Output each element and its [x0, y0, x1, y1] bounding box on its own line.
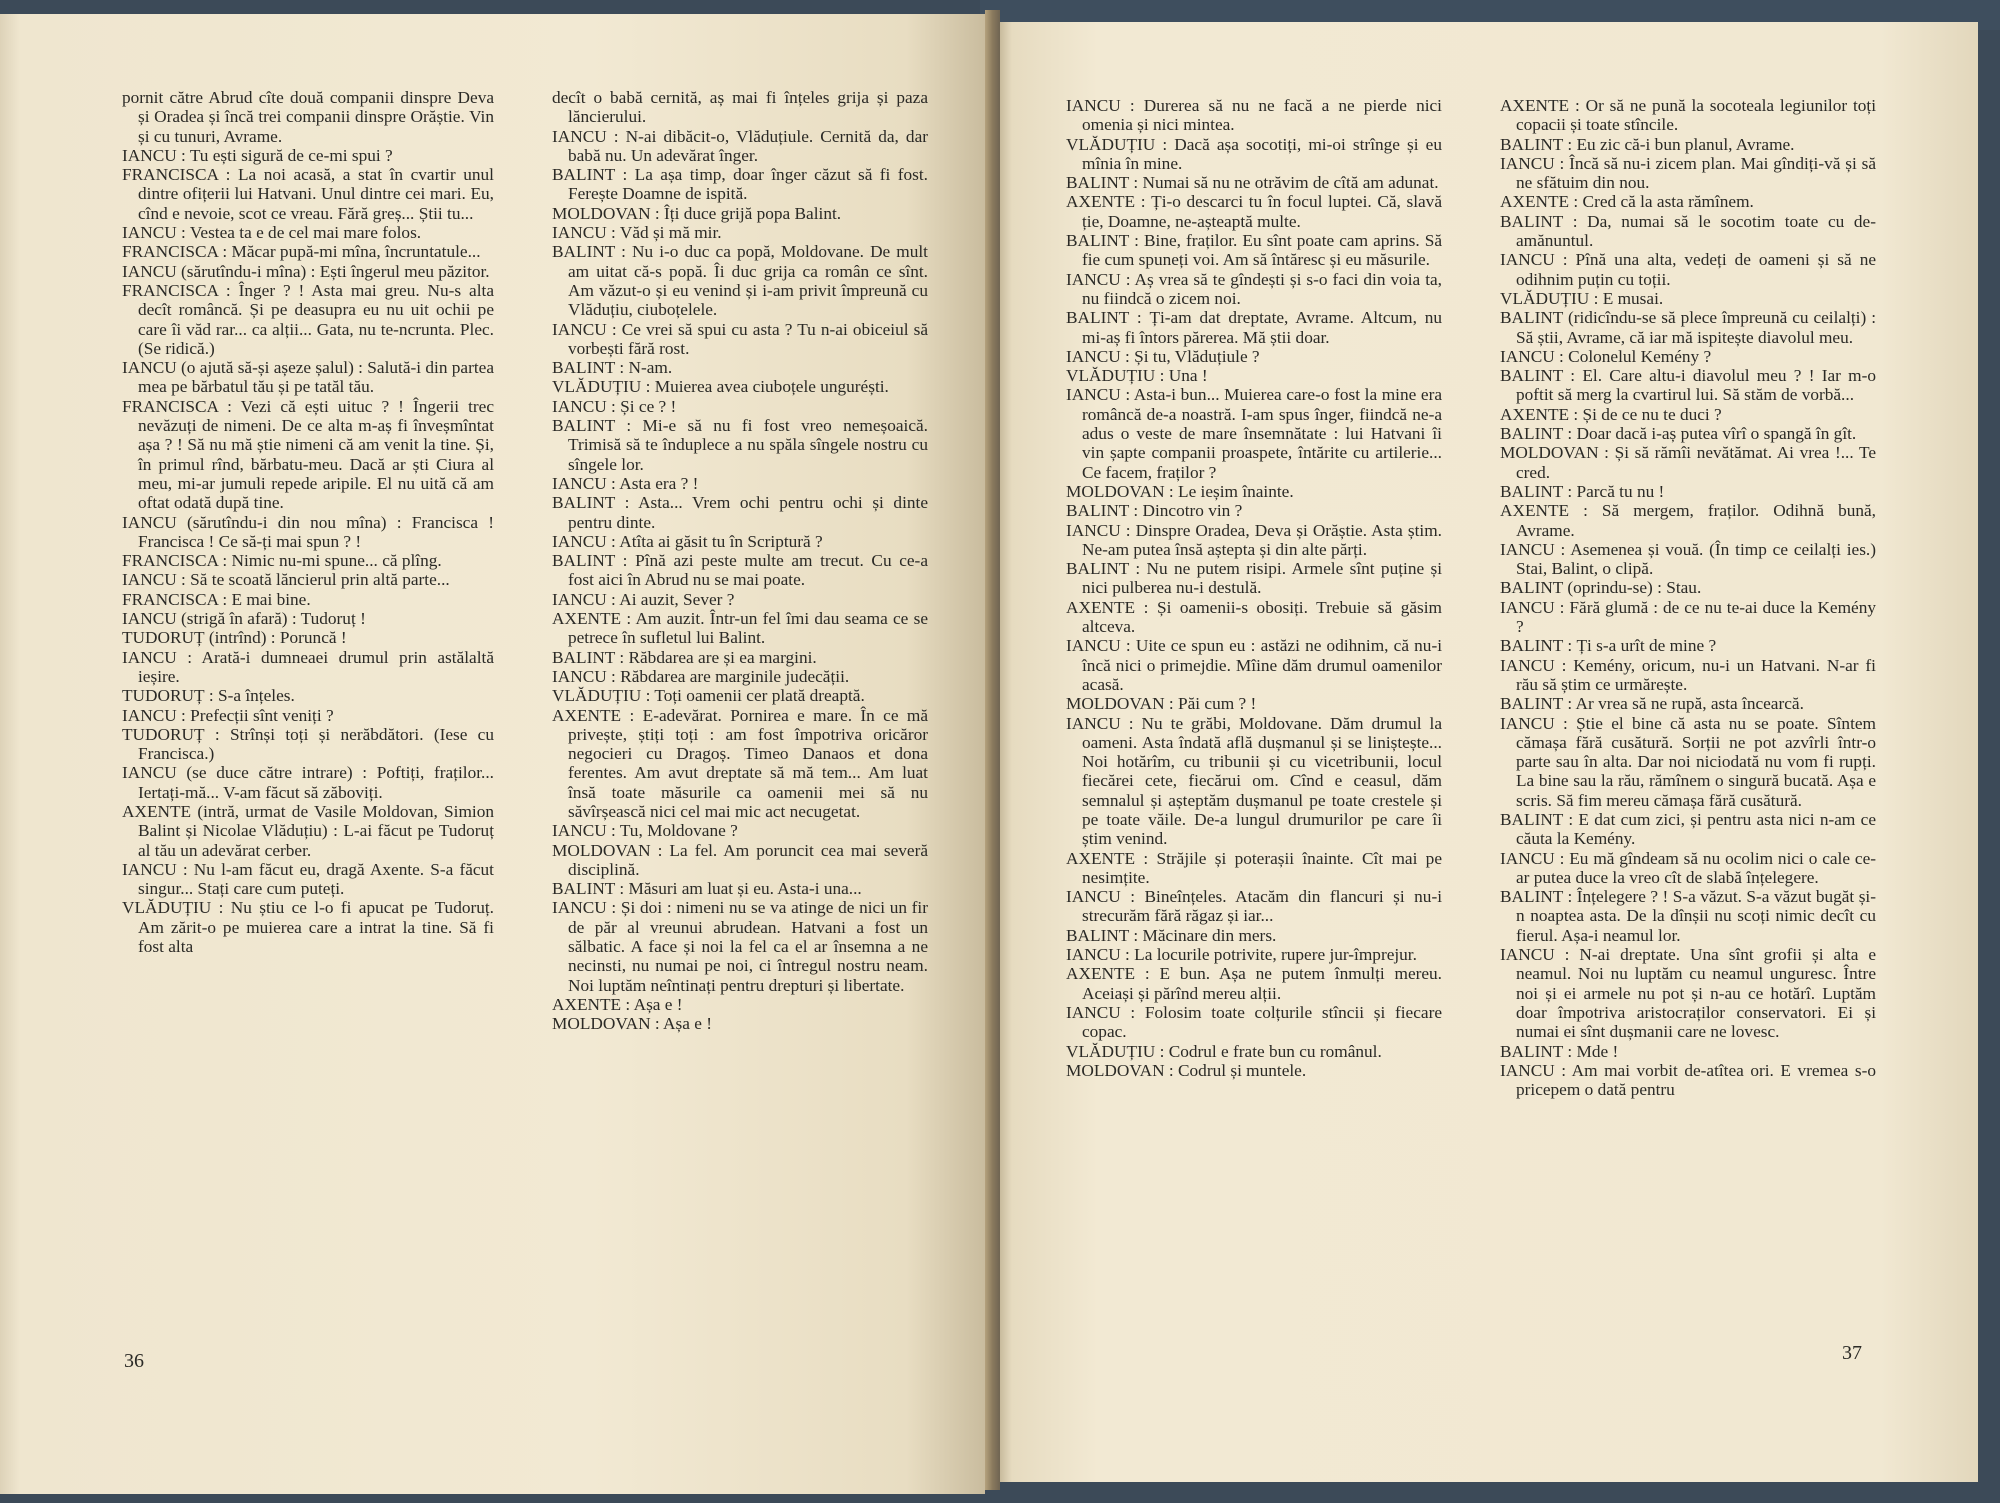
dialogue-line: IANCU : Ce vrei să spui cu asta ? Tu n-ai obiceiul să vorbești fără rost. — [552, 319, 928, 358]
dialogue-line: IANCU (sărutîndu-i din nou mîna) : Francisca ! Francisca ! Ce să-ți mai spun ? ! — [122, 512, 494, 551]
dialogue-line: BALINT : Măsuri am luat și eu. Asta-i una... — [552, 879, 862, 899]
dialogue-line: pornit către Abrud cîte două companii dinspre Deva și Oradea și încă trei companii dinspre Orăștie. Vin și cu tunuri, Avrame. — [122, 88, 494, 146]
dialogue-line: AXENTE (intră, urmat de Vasile Moldovan, Simion Balint și Nicolae Vlăduțiu) : L-ai făcut pe Tudoruț al tău un adevărat cerber. — [122, 801, 494, 860]
dialogue-line: TUDORUȚ : S-a înțeles. — [122, 686, 295, 706]
dialogue-line: BALINT : Mi-e să nu fi fost vreo nemeșoaică. Trimisă să te înduplece a nu spăla sîngele nostru cu sîngele lor. — [552, 416, 928, 474]
dialogue-line: MOLDOVAN : Le ieșim înainte. — [1066, 481, 1294, 501]
dialogue-line: IANCU : Văd și mă mir. — [552, 223, 722, 243]
dialogue-line: IANCU : Durerea să nu ne facă a ne pierde nici omenia și nici mintea. — [1066, 96, 1442, 135]
dialogue-line: IANCU : Tu, Moldovane ? — [552, 821, 738, 841]
dialogue-line: VLĂDUȚIU : Dacă așa socotiți, mi-oi strînge și eu mînia în mine. — [1066, 134, 1442, 173]
book-gutter — [985, 10, 1000, 1490]
dialogue-line: AXENTE : Să mergem, fraților. Odihnă bună, Avrame. — [1500, 501, 1876, 540]
left-page — [0, 14, 985, 1494]
dialogue-line: AXENTE : Cred că la asta rămînem. — [1500, 192, 1754, 212]
dialogue-line: BALINT : Numai să nu ne otrăvim de cîtă am adunat. — [1066, 173, 1439, 193]
dialogue-line: BALINT : Înțelegere ? ! S-a văzut. S-a văzut bugăt și-n noaptea asta. De la dînșii nu scoți nimic decît cu fierul. Așa-i neamul lor. — [1500, 887, 1876, 945]
dialogue-line: VLĂDUȚIU : Una ! — [1066, 366, 1208, 386]
dialogue-line: IANCU (sărutîndu-i mîna) : Ești îngerul meu păzitor. — [122, 261, 490, 281]
dialogue-line: BALINT : Ți-am dat dreptate, Avrame. Altcum, nu mi-aș fi întors părerea. Mă știi doar. — [1066, 308, 1442, 347]
dialogue-line: IANCU : Ai auzit, Sever ? — [552, 589, 735, 609]
dialogue-line: MOLDOVAN : La fel. Am poruncit cea mai severă disciplină. — [552, 840, 928, 879]
column-1 — [122, 88, 494, 956]
dialogue-line: BALINT : Ți s-a urît de mine ? — [1500, 636, 1717, 656]
dialogue-line: VLĂDUȚIU : Nu știu ce l-o fi apucat pe Tudoruț. Am zărit-o pe muierea care a intrat la tine. Să fi fost alta — [122, 898, 494, 957]
dialogue-line: IANCU : Și ce ? ! — [552, 396, 677, 416]
dialogue-line: BALINT : Bine, fraților. Eu sînt poate cam aprins. Să fie cum spuneți voi. Am să întăresc și eu măsurile. — [1066, 231, 1442, 270]
dialogue-line: IANCU : Asta-i bun... Muierea care-o fost la mine era româncă de-a noastră. I-am spus înger, fiindcă ne-a adus o veste de mare însemnătate : lui Hatvani îi vin șapte companii proaspete, întărite cu artilerie... Ce facem, fraților ? — [1066, 385, 1442, 482]
dialogue-line: BALINT : Nu ne putem risipi. Armele sînt puține și nici pulberea nu-i destulă. — [1066, 559, 1442, 598]
dialogue-line: IANCU : Uite ce spun eu : astăzi ne odihnim, că nu-i încă nici o primejdie. Mîine dăm drumul oamenilor acasă. — [1066, 636, 1442, 694]
dialogue-line: BALINT (ridicîndu-se să plece împreună cu ceilalți) : Să știi, Avrame, că iar mă ispitește diavolul meu. — [1500, 308, 1876, 347]
dialogue-line: IANCU : Tu ești sigură de ce-mi spui ? — [122, 145, 393, 165]
dialogue-line: MOLDOVAN : Codrul și muntele. — [1066, 1060, 1307, 1080]
dialogue-line: BALINT : Mde ! — [1500, 1041, 1619, 1061]
dialogue-line: IANCU : Încă să nu-i zicem plan. Mai gîndiți-vă și să ne sfătuim din nou. — [1500, 153, 1876, 193]
dialogue-line: FRANCISCA : Măcar pupă-mi mîna, încruntatule... — [122, 242, 481, 262]
dialogue-line: IANCU : N-ai dreptate. Una sînt grofii și alta e neamul. Noi nu luptăm cu neamul unguresc. Între noi și ei armele nu pot și n-au ce hotărî. Luptăm doar împotriva aristocraților conservatori. Ei și numai ei sînt dușmanii care ne lovesc. — [1500, 945, 1876, 1042]
dialogue-line: IANCU : Să te scoată lăncierul prin altă parte... — [122, 570, 450, 590]
dialogue-line: BALINT : Pînă azi peste multe am trecut. Cu ce-a fost aici în Abrud nu se mai poate. — [552, 551, 928, 590]
dialogue-line: MOLDOVAN : Așa e ! — [552, 1014, 713, 1034]
dialogue-line: IANCU : Prefecții sînt veniți ? — [122, 705, 334, 725]
dialogue-line: IANCU : Fără glumă : de ce nu te-ai duce la Kemény ? — [1500, 597, 1876, 637]
dialogue-line: FRANCISCA : Vezi că ești uituc ? ! Îngerii trec nevăzuți de nimeni. De ce alta m-aș fi înveșmîntat așa ? ! Să nu mă știe nimeni că am venit la tine. Și, în primul rînd, bărbatu-meu. Dacă ar ști Ciura al meu, mi-ar jumuli repede aripile. El nu uită că am oftat odată după tine. — [122, 396, 494, 513]
dialogue-line: BALINT (oprindu-se) : Stau. — [1500, 578, 1702, 598]
dialogue-line: IANCU : Și tu, Vlăduțiule ? — [1066, 346, 1260, 366]
dialogue-line: IANCU : Am mai vorbit de-atîtea ori. E vremea s-o pricepem o dată pentru — [1500, 1060, 1876, 1100]
dialogue-line: BALINT : Eu zic că-i bun planul, Avrame. — [1500, 134, 1795, 154]
dialogue-line: BALINT : La așa timp, doar înger căzut să fi fost. Ferește Doamne de ispită. — [552, 165, 928, 204]
dialogue-line: BALINT : E dat cum zici, și pentru asta nici n-am ce căuta la Kemény. — [1500, 809, 1876, 849]
dialogue-line: IANCU : Dinspre Oradea, Deva și Orăștie. Asta știm. Ne-am putea însă aștepta și din alte părți. — [1066, 520, 1442, 559]
dialogue-line: BALINT : Măcinare din mers. — [1066, 925, 1277, 945]
dialogue-line: AXENTE : Am auzit. Într-un fel îmi dau seama ce se petrece în sufletul lui Balint. — [552, 609, 928, 648]
dialogue-line: IANCU : Atîta ai găsit tu în Scriptură ? — [552, 531, 823, 551]
dialogue-line: VLĂDUȚIU : E musai. — [1500, 288, 1664, 308]
dialogue-line: BALINT : Răbdarea are și ea margini. — [552, 647, 817, 667]
dialogue-line: MOLDOVAN : Păi cum ? ! — [1066, 694, 1257, 714]
dialogue-line: IANCU : Vestea ta e de cel mai mare folos. — [122, 223, 422, 243]
dialogue-line: IANCU : Aș vrea să te gîndești și s-o faci din voia ta, nu fiindcă o zicem noi. — [1066, 269, 1442, 308]
page-number-right: 37 — [1842, 1342, 1862, 1364]
dialogue-line: IANCU (se duce către intrare) : Poftiți, fraților... Iertați-mă... V-am făcut să zăboviți. — [122, 763, 494, 802]
column-4 — [1500, 96, 1876, 1099]
dialogue-line: BALINT : El. Care altu-i diavolul meu ? ! Iar m-o poftit să merg la cvartirul lui. Să stăm de vorbă... — [1500, 366, 1876, 405]
dialogue-line: AXENTE : E-adevărat. Pornirea e mare. În ce mă privește, știți toți : am fost împotriva oricăror negocieri cu Dragoș. Timeo Danaos et dona ferentes. Am avut dreptate să mă tem... Am luat însă toate măsurile ca oamenii mei să nu săvîrșească nici cel mai mic act necugetat. — [552, 705, 928, 821]
dialogue-line: FRANCISCA : E mai bine. — [122, 589, 311, 609]
dialogue-line: BALINT : N-am. — [552, 358, 673, 378]
dialogue-line: BALINT : Doar dacă i-aș putea vîrî o spangă în gît. — [1500, 424, 1857, 444]
dialogue-line: BALINT : Da, numai să le socotim toate cu de-amănuntul. — [1500, 211, 1876, 251]
dialogue-line: AXENTE : Or să ne pună la socoteala legiunilor toți copacii și toate stîncile. — [1500, 96, 1876, 135]
dialogue-line: IANCU : Pînă una alta, vedeți de oameni și să ne odihnim puțin cu toții. — [1500, 250, 1876, 289]
column-3 — [1066, 96, 1442, 1080]
dialogue-line: TUDORUȚ (intrînd) : Poruncă ! — [122, 628, 347, 648]
dialogue-line: IANCU : Nu l-am făcut eu, dragă Axente. S-a făcut singur... Stați care cum puteți. — [122, 859, 494, 899]
dialogue-line: TUDORUȚ : Strînși toți și nerăbdători. (Iese cu Francisca.) — [122, 724, 494, 764]
dialogue-line: VLĂDUȚIU : Muierea avea ciuboțele unguréști. — [552, 377, 889, 397]
page-number-left: 36 — [124, 1350, 144, 1372]
dialogue-line: IANCU : Folosim toate colțurile stîncii și fiecare copac. — [1066, 1002, 1442, 1042]
dialogue-line: IANCU : Asemenea și vouă. (În timp ce ceilalți ies.) Stai, Balint, o clipă. — [1500, 539, 1876, 579]
dialogue-line: VLĂDUȚIU : Toți oamenii cer plată dreaptă. — [552, 686, 865, 706]
column-2 — [552, 88, 928, 1034]
dialogue-line: IANCU : Nu te grăbi, Moldovane. Dăm drumul la oameni. Asta îndată află dușmanul și se liniștește... Noi hotărîm, cu tribunii și cu vicetribunii, locul fiecărei cete, fiecărui om. Cînd e ceasul, dăm semnalul și așteptăm dușmanul pe toate crestele și pe toate văile. De-a lungul drumurilor pe care îi știm venind. — [1066, 713, 1442, 849]
dialogue-line: MOLDOVAN : Și să rămîi nevătămat. Ai vrea !... Te cred. — [1500, 443, 1876, 482]
dialogue-line: IANCU : N-ai dibăcit-o, Vlăduțiule. Cernită da, dar babă nu. Un adevărat înger. — [552, 126, 928, 165]
dialogue-line: BALINT : Nu i-o duc ca popă, Moldovane. De mult am uitat că-s popă. Îi duc grija ca român ce sînt. Am văzut-o și eu venind și i-am privit împreună cu Vlăduțiu, ciuboțelele. — [552, 242, 928, 320]
dialogue-line: FRANCISCA : Înger ? ! Asta mai greu. Nu-s alta decît româncă. Și pe deasupra eu nu uit ochii pe care îi văd rar... ca alții... Gata, nu te-ncrunta. Plec. (Se ridică.) — [122, 280, 494, 358]
dialogue-line: IANCU : Bineînțeles. Atacăm din flancuri și nu-i strecurăm fără răgaz și iar... — [1066, 887, 1442, 926]
dialogue-line: AXENTE : Și oamenii-s obosiți. Trebuie să găsim altceva. — [1066, 597, 1442, 637]
dialogue-line: BALINT : Asta... Vrem ochi pentru ochi și dinte pentru dinte. — [552, 493, 928, 532]
dialogue-line: AXENTE : Străjile și poterașii înainte. Cît mai pe nesimțite. — [1066, 848, 1442, 887]
dialogue-line: FRANCISCA : La noi acasă, a stat în cvartir unul dintre ofițerii lui Hatvani. Unul dintre cei mari. Eu, cînd e nevoie, scot ce vreau. Fără greș... Știi tu... — [122, 165, 494, 223]
right-page — [1000, 22, 1978, 1482]
dialogue-line: IANCU (strigă în afară) : Tudoruț ! — [122, 609, 366, 629]
dialogue-line: VLĂDUȚIU : Codrul e frate bun cu românul. — [1066, 1041, 1382, 1061]
dialogue-line: IANCU : Kemény, oricum, nu-i un Hatvani. N-ar fi rău să știm ce urmărește. — [1500, 655, 1876, 694]
dialogue-line: AXENTE : Așa e ! — [552, 994, 683, 1014]
dialogue-line: decît o babă cernită, aș mai fi înțeles grija și paza lăncierului. — [552, 88, 928, 127]
dialogue-line: IANCU : Arată-i dumneaei drumul prin astălaltă ieșire. — [122, 647, 494, 686]
dialogue-line: IANCU : Colonelul Kemény ? — [1500, 346, 1712, 366]
dialogue-line: IANCU : Știe el bine că asta nu se poate. Sîntem cămașa fără cusătură. Sorții ne pot azvîrli într-o parte sau în alta. Dar noi niciodată nu vom fi rupți. La bine sau la rău, rămînem o singură bucată. Așa e scris. Să fim mereu cămașa fără cusătură. — [1500, 713, 1876, 810]
dialogue-line: IANCU : Eu mă gîndeam să nu ocolim nici o cale ce-ar putea duce la vreo cît de slabă înțelegere. — [1500, 848, 1876, 887]
dialogue-line: BALINT : Ar vrea să ne rupă, asta încearcă. — [1500, 694, 1804, 714]
dialogue-line: AXENTE : Ți-o descarci tu în focul luptei. Că, slavă ție, Doamne, ne-așteaptă multe. — [1066, 192, 1442, 231]
dialogue-line: MOLDOVAN : Îți duce grijă popa Balint. — [552, 203, 842, 223]
dialogue-line: IANCU : Răbdarea are marginile judecății. — [552, 666, 850, 686]
dialogue-line: BALINT : Dincotro vin ? — [1066, 501, 1243, 521]
dialogue-line: AXENTE : Și de ce nu te duci ? — [1500, 404, 1722, 424]
dialogue-line: IANCU : Asta era ? ! — [552, 473, 699, 493]
dialogue-line: FRANCISCA : Nimic nu-mi spune... că plîng. — [122, 551, 442, 571]
dialogue-line: IANCU : Și doi : nimeni nu se va atinge de nici un fir de păr al vreunui abrudean. Hatvani a fost un sălbatic. A face și noi la fel ca el ar însemna a ne necinsti, nu numai pe noi, ci întregul nostru neam. Noi luptăm neîntinați pentru drepturi și libertate. — [552, 898, 928, 995]
dialogue-line: IANCU : La locurile potrivite, rupere jur-împrejur. — [1066, 945, 1417, 965]
dialogue-line: BALINT : Parcă tu nu ! — [1500, 481, 1665, 501]
dialogue-line: IANCU (o ajută să-și așeze șalul) : Salută-i din partea mea pe bărbatul tău și pe tatăl tău. — [122, 358, 494, 397]
dialogue-line: AXENTE : E bun. Așa ne putem înmulți mereu. Aceiași și părînd mereu alții. — [1066, 964, 1442, 1003]
